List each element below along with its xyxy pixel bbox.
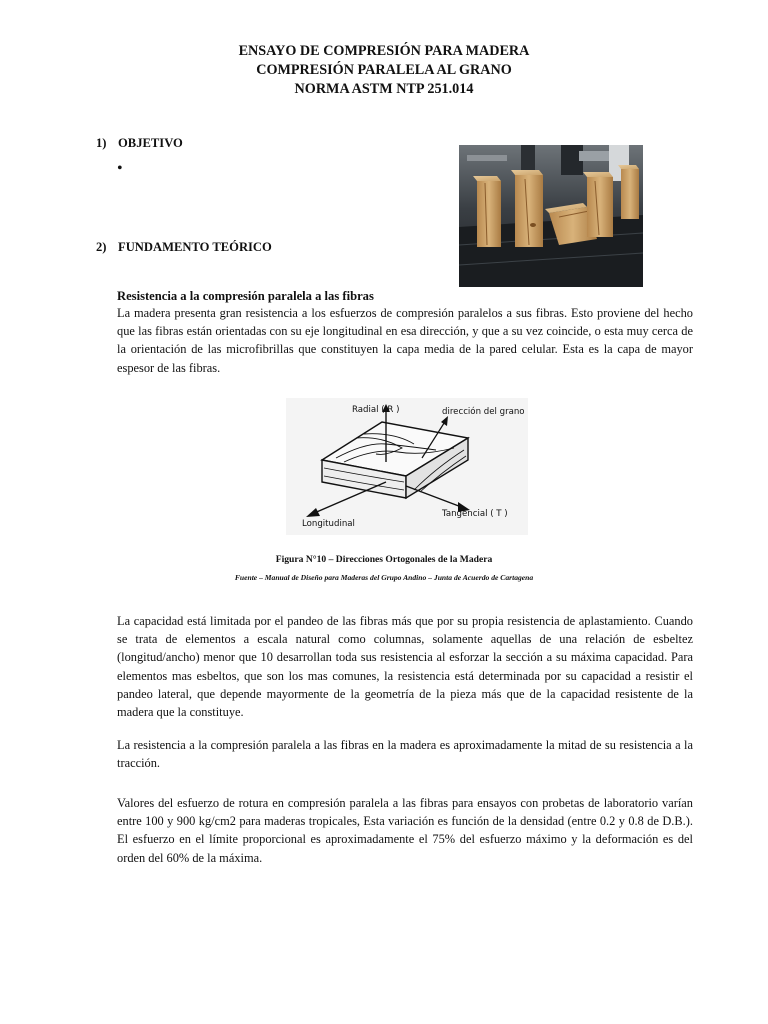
label-grain: dirección del grano [442, 407, 525, 417]
section-title: OBJETIVO [118, 136, 183, 150]
paragraph-4: Valores del esfuerzo de rotura en compresión paralela a las fibras para ensayos con probetas de laboratorio varían entre 100 y 900 kg/cm2 para maderas tropicales, Esta variación es función de la densidad (entre 0.2 y 0.8 de D.B.). El esfuerzo en el límite proporcional es aproximadamente el 75% del esfuerzo máximo y la deformación es del orden del 60% de la máxima. [117, 796, 693, 865]
subheading: Resistencia a la compresión paralela a las fibras [117, 289, 374, 303]
label-radial: Radial ( R ) [352, 405, 400, 415]
section-heading-objetivo [96, 136, 183, 151]
wood-specimens-photo [459, 145, 643, 287]
document-title [0, 42, 768, 99]
figure-source: Fuente – Manual de Diseño para Maderas del Grupo Andino – Junta de Acuerdo de Cartagena [234, 573, 534, 582]
paragraph-1: La madera presenta gran resistencia a los esfuerzos de compresión paralelos a sus fibras. Esto proviene del hecho que las fibras están orientadas con su eje longitudinal en esa dirección, y que a su vez coincide, o esta muy cerca de la orientación de las microfibrillas que constituyen la capa media de la pared celular. Esta es la capa de mayor espesor de las fibras. [117, 306, 693, 375]
title-line-2: COMPRESIÓN PARALELA AL GRANO [256, 62, 512, 78]
title-line-3: NORMA ASTM NTP 251.014 [294, 81, 474, 97]
section-title: FUNDAMENTO TEÓRICO [118, 240, 272, 254]
title-line-1: ENSAYO DE COMPRESIÓN PARA MADERA [238, 43, 530, 59]
section-number: 2) [96, 240, 107, 254]
paragraph-3: La resistencia a la compresión paralela a las fibras en la madera es aproximadamente la mitad de su resistencia a la tracción. [117, 738, 693, 771]
paragraph-2: La capacidad está limitada por el pandeo de las fibras más que por su propia resistencia de aplastamiento. Cuando se trata de elementos a escala natural como columnas, solamente aquellas de una relación de esbeltez (longitud/ancho) menor que 10 desarrollan toda sus resistencia al esforzar la sección a su máxima capacidad. Para elementos mas esbeltos, que son los mas comunes, la resistencia está determinada por su capacidad a resistir el pandeo lateral, que depende mayormente de la geometría de la pieza más que de la capacidad resistente de la madera que la constituye. [117, 614, 693, 720]
section-heading-fundamento [96, 240, 272, 255]
label-tangential: Tangencial ( T ) [442, 509, 508, 519]
bullet-point: • [117, 160, 123, 177]
section-number: 1) [96, 136, 107, 150]
figure-caption: Figura N°10 – Direcciones Ortogonales de la Madera [275, 554, 493, 565]
label-longitudinal: Longitudinal [302, 519, 355, 529]
wood-directions-diagram [286, 398, 528, 535]
